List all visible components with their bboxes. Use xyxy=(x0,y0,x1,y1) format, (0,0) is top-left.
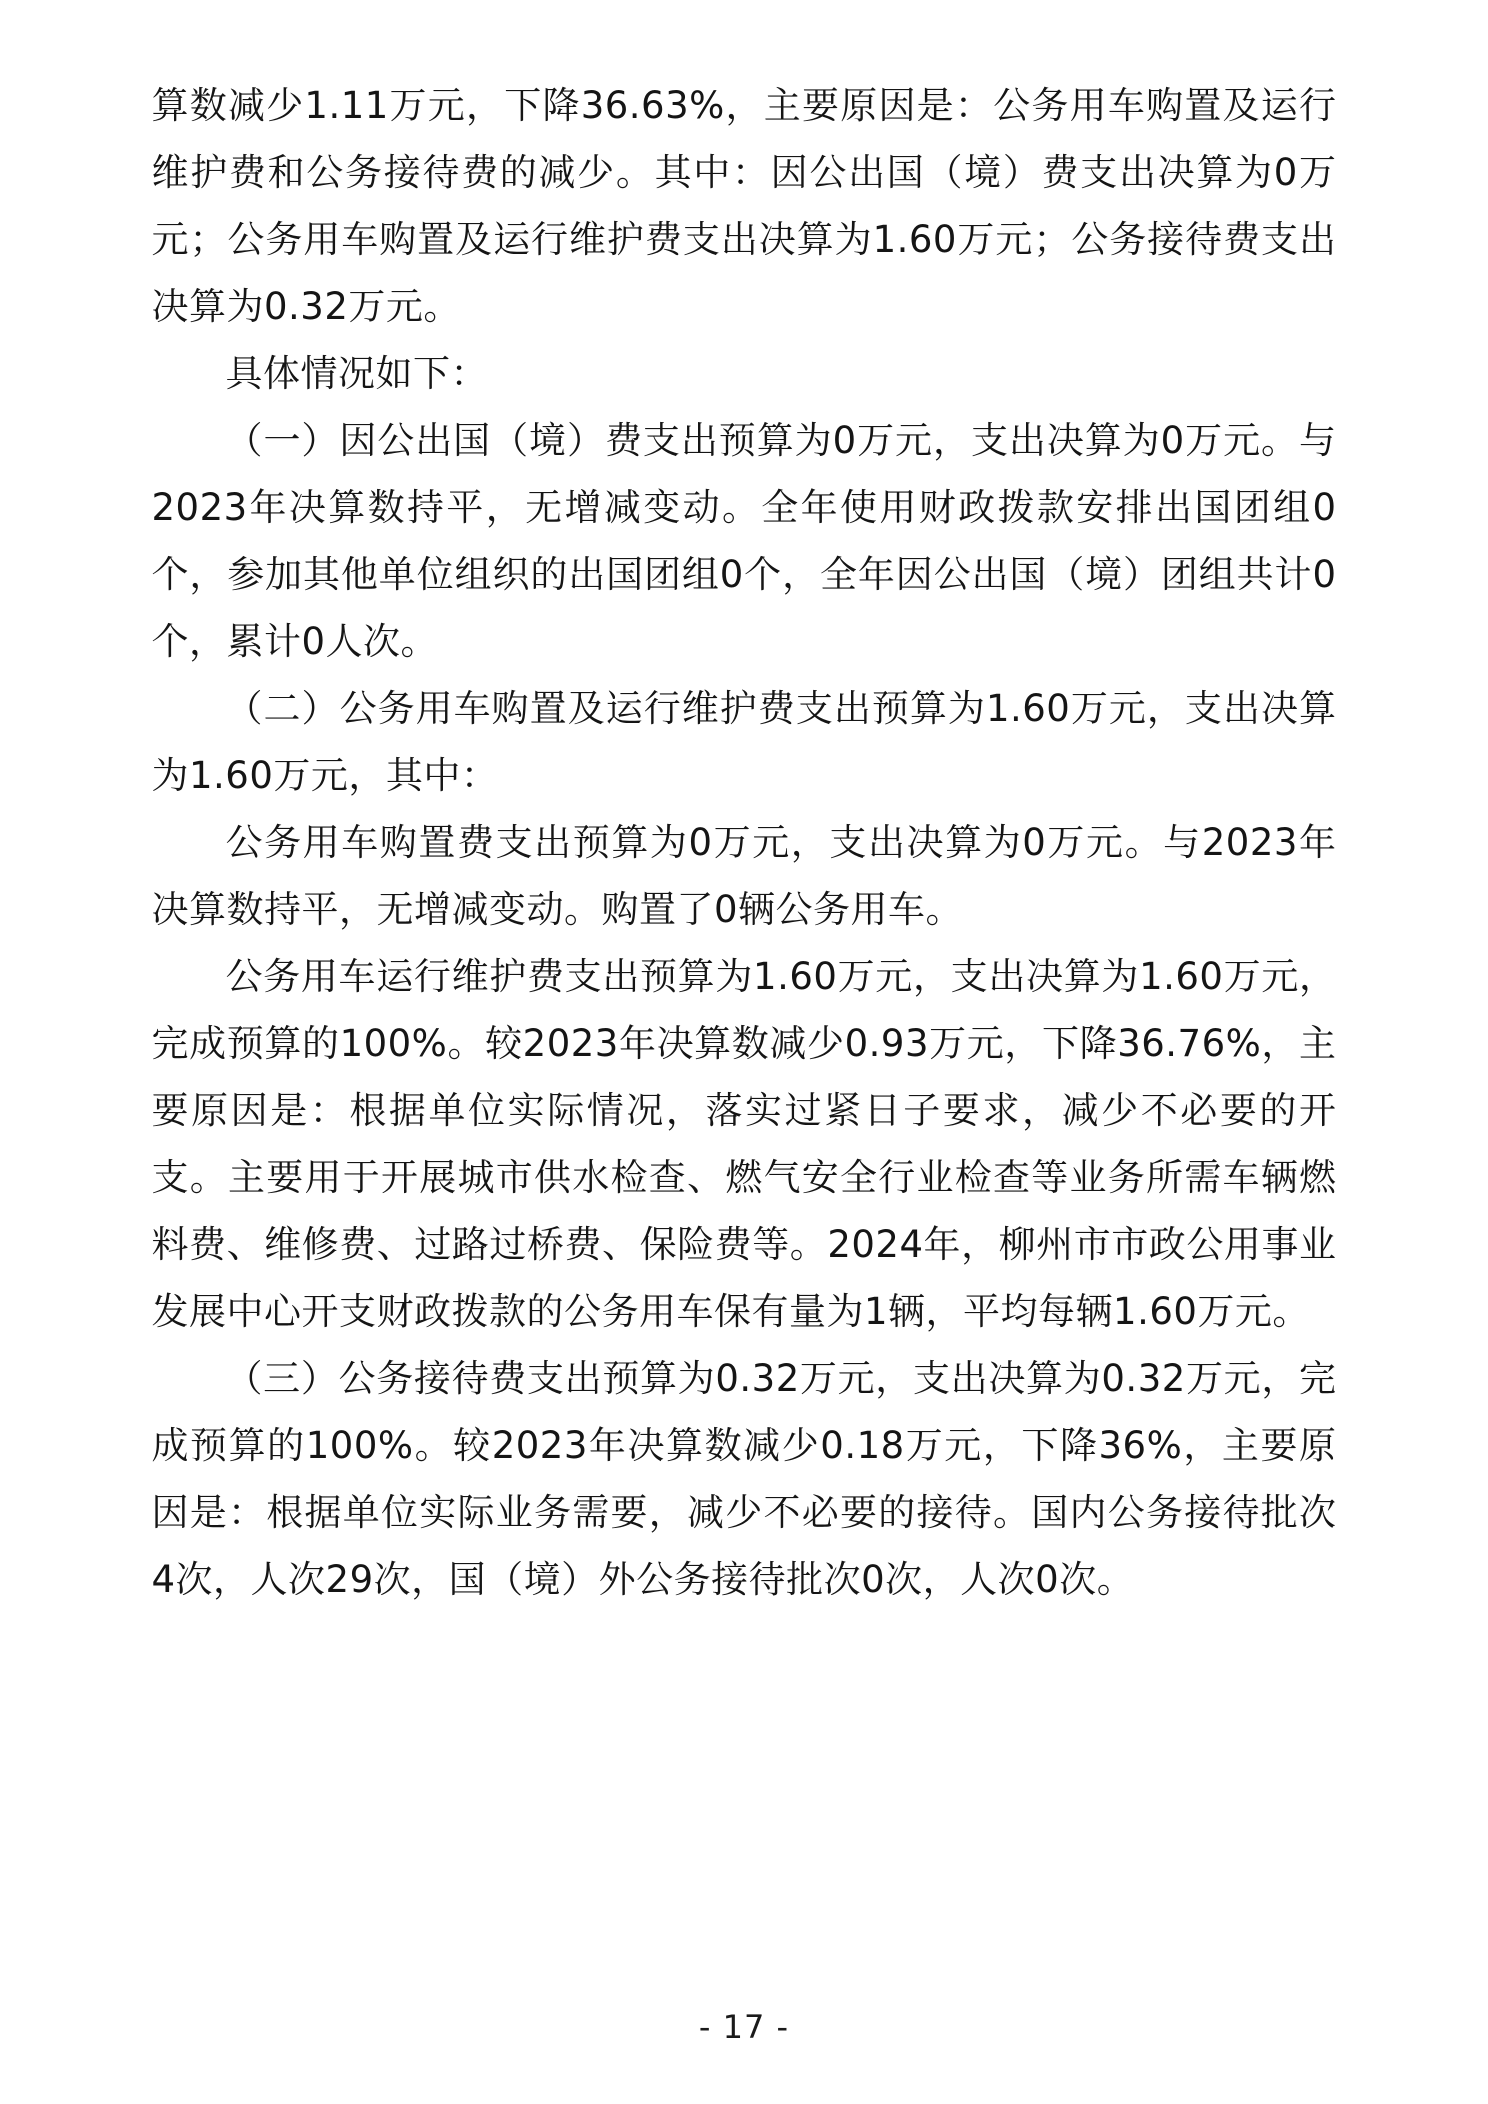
paragraph-6: 公务用车运行维护费支出预算为1.60万元，支出决算为1.60万元，完成预算的100%。较2023年决算数减少0.93万元，下降36.76%，主要原因是：根据单位实际情况，落实过紧日子要求，减少不必要的开支。主要用于开展城市供水检查、燃气安全行业检查等业务所需车辆燃料费、维修费、过路过桥费、保险费等。2024年，柳州市市政公用事业发展中心开支财政拨款的公务用车保有量为1辆，平均每辆1.60万元。 xyxy=(151,955,1337,1333)
paragraph-1: 算数减少1.11万元，下降36.63%，主要原因是：公务用车购置及运行维护费和公务接待费的减少。其中：因公出国（境）费支出决算为0万元；公务用车购置及运行维护费支出决算为1.60万元；公务接待费支出决算为0.32万元。 xyxy=(151,84,1337,328)
document-body xyxy=(152,72,1337,1613)
paragraph-5: 公务用车购置费支出预算为0万元，支出决算为0万元。与2023年决算数持平，无增减变动。购置了0辆公务用车。 xyxy=(151,821,1337,931)
paragraph-3: （一）因公出国（境）费支出预算为0万元，支出决算为0万元。与2023年决算数持平，无增减变动。全年使用财政拨款安排出国团组0个，参加其他单位组织的出国团组0个，全年因公出国（境）团组共计0个，累计0人次。 xyxy=(151,419,1337,663)
page-number: - 17 - xyxy=(698,2008,790,2046)
paragraph-7: （三）公务接待费支出预算为0.32万元，支出决算为0.32万元，完成预算的100%。较2023年决算数减少0.18万元，下降36%，主要原因是：根据单位实际业务需要，减少不必要的接待。国内公务接待批次4次，人次29次，国（境）外公务接待批次0次，人次0次。 xyxy=(151,1357,1337,1601)
paragraph-4: （二）公务用车购置及运行维护费支出预算为1.60万元，支出决算为1.60万元，其中： xyxy=(151,687,1337,797)
paragraph-2: 具体情况如下： xyxy=(225,352,488,395)
